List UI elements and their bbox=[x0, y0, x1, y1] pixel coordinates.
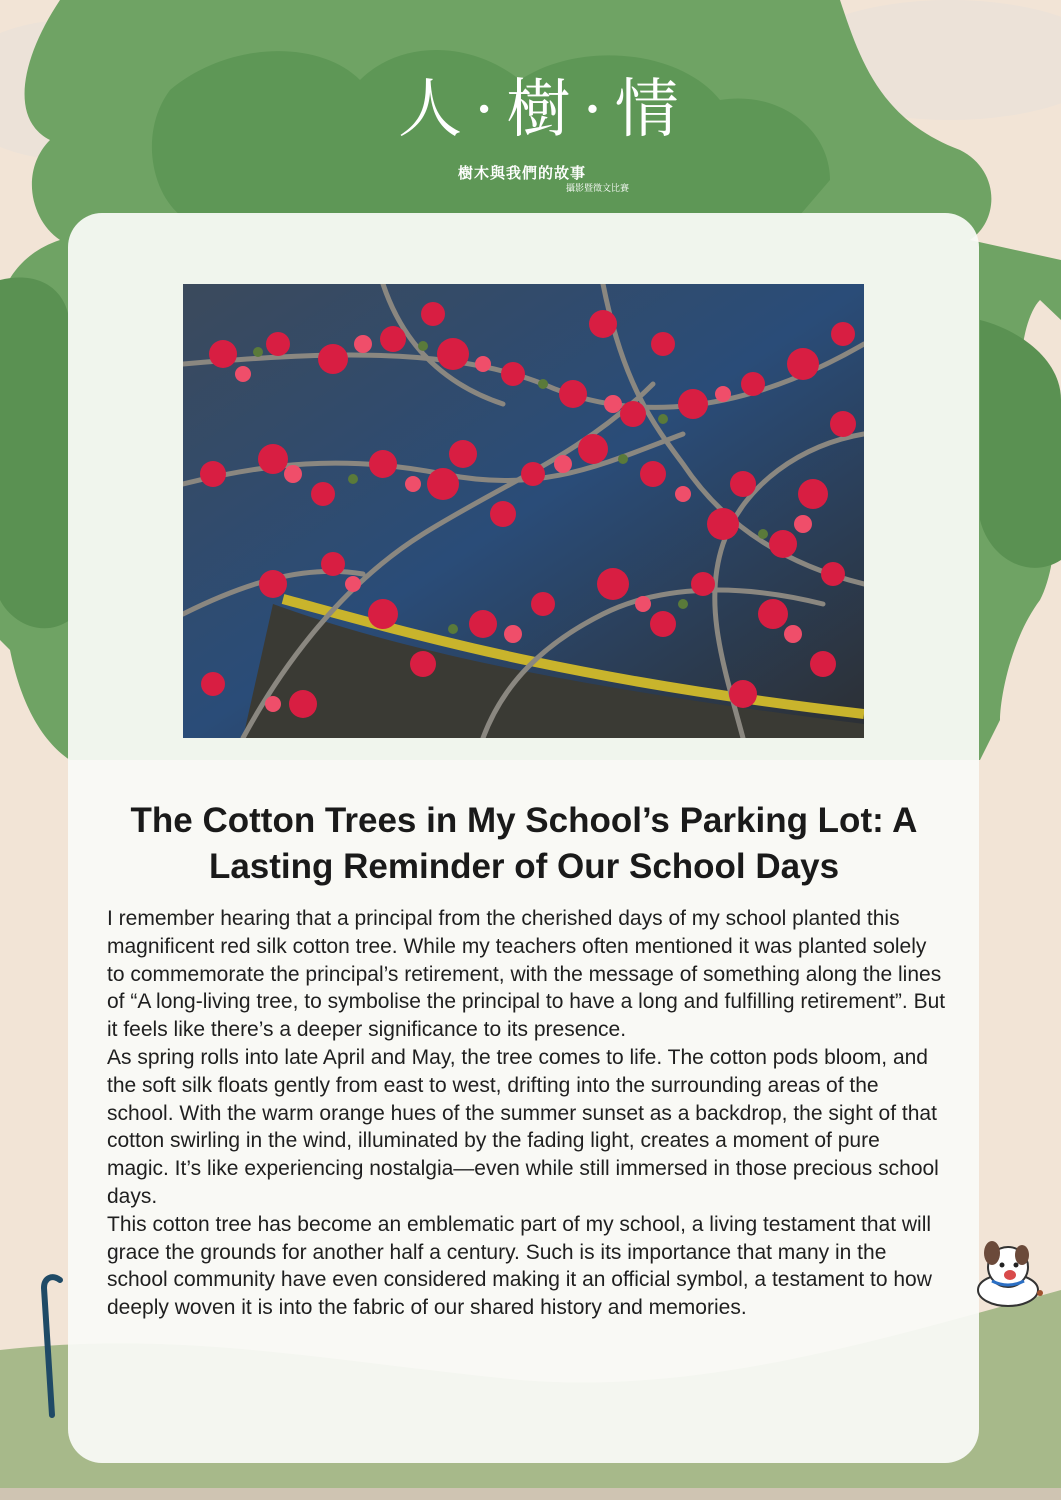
cotton-tree-blossom-photo-icon bbox=[183, 284, 864, 738]
article-paragraph: I remember hearing that a principal from the cherished days of my school planted this magnificent red silk cotton tree. While my teachers often mentioned it was planted solely to commemorate the principal’s retirement, with the message of something along the lines of “A long-living tree, to symbolise the principal to have a long and fulfilling retirement”. But it feels like there’s a deeper significance to its presence. bbox=[107, 907, 946, 1042]
article-photo bbox=[183, 284, 864, 738]
logo-subtitle-small: 攝影暨徵文比賽 bbox=[566, 183, 630, 193]
article-title: The Cotton Trees in My School’s Parking Lot: A Lasting Reminder of Our School Days bbox=[130, 801, 918, 886]
competition-logo bbox=[380, 70, 691, 200]
article-paragraph: As spring rolls into late April and May, the tree comes to life. The cotton pods bloom, and the soft silk floats gently from east to west, drifting into the surrounding areas of the school. With the warm orange hues of the summer sunset as a backdrop, the sight of that cotton swirling in the wind, illuminated by the fading light, creates a moment of pure magic. It’s like experiencing nostalgia—even while still immersed in those precious school days. bbox=[107, 1045, 939, 1208]
walking-cane-icon bbox=[38, 1270, 68, 1420]
logo-title: 人·樹·情 bbox=[398, 73, 691, 147]
cartoon-dog-icon bbox=[968, 1235, 1048, 1315]
article-body bbox=[107, 905, 947, 1322]
article-paragraph: This cotton tree has become an emblematic part of my school, a living testament that will grace the grounds for another half a century. Such is its importance that many in the school community have even considered making it an official symbol, a testament to how deeply woven it is into the fabric of our shared history and memories. bbox=[107, 1212, 932, 1320]
logo-subtitle: 樹木與我們的故事 bbox=[458, 165, 587, 182]
